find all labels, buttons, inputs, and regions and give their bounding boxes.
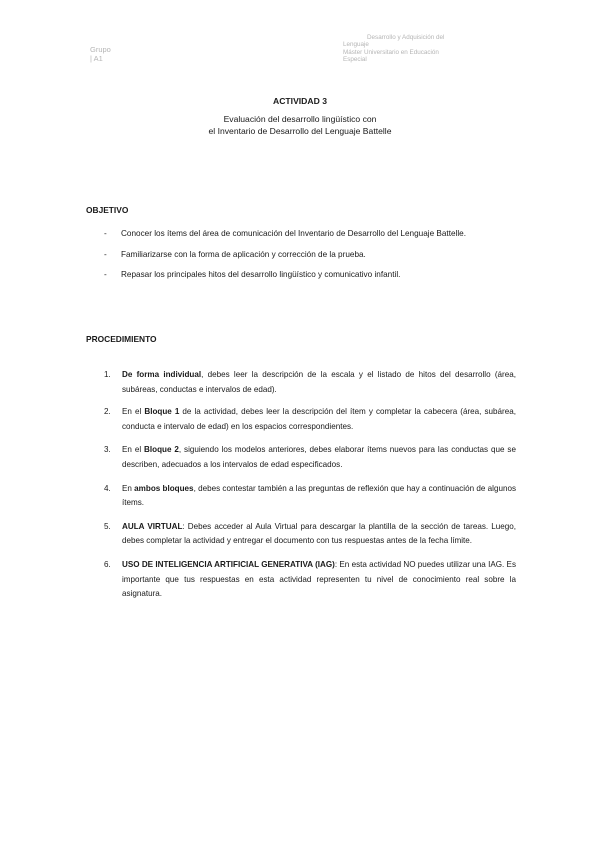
step-text: En el Bloque 1 de la actividad, debes leer la descripción del ítem y completar la cabecera (área, subárea, conducta e intervalo de edad) en los espacios correspondientes. xyxy=(122,407,516,431)
header-left-line: Grupo xyxy=(90,45,111,54)
activity-subtitle xyxy=(0,114,600,137)
procedure-step xyxy=(100,520,516,549)
procedimiento-list xyxy=(100,368,516,602)
list-item xyxy=(100,267,520,283)
list-item-text: Familiarizarse con la forma de aplicación y corrección de la prueba. xyxy=(121,249,366,259)
subtitle-line: Evaluación del desarrollo lingüístico con xyxy=(223,114,377,124)
procedure-step xyxy=(100,405,516,434)
step-number: 4. xyxy=(104,483,111,493)
step-text: AULA VIRTUAL: Debes acceder al Aula Virtual para descargar la plantilla de la sección de tareas. Luego, debes completar la actividad y entregar el documento con tus respuestas antes de la fecha límite. xyxy=(122,521,517,546)
bullet-dash: - xyxy=(104,270,107,279)
step-number: 5. xyxy=(104,521,111,531)
list-item-text: Conocer los ítems del área de comunicación del Inventario de Desarrollo del Lenguaje Battelle. xyxy=(121,229,466,238)
step-text: USO DE INTELIGENCIA ARTIFICIAL GENERATIVA (IAG): En esta actividad NO puedes utilizar una IAG. Es importante que tus respuestas en esta actividad representen tu nivel de conocimiento real sobre la asignatura. xyxy=(122,559,517,599)
procedure-step xyxy=(100,558,516,602)
step-emphasis: Bloque 2 xyxy=(144,445,179,455)
header-right-line: Máster Universitario en Educación xyxy=(343,48,439,56)
subtitle-line: el Inventario de Desarrollo del Lenguaje Battelle xyxy=(208,125,392,136)
header-right-line: Lenguaje xyxy=(343,41,369,49)
list-item xyxy=(100,247,520,263)
step-number: 1. xyxy=(104,370,111,379)
procedure-step xyxy=(100,368,516,397)
header-right-line: Desarrollo y Adquisición del xyxy=(367,34,445,41)
header-left-line: | A1 xyxy=(90,54,103,63)
step-number: 2. xyxy=(104,407,111,417)
step-number: 3. xyxy=(104,445,111,455)
step-text: En ambos bloques, debes contestar también a las preguntas de reflexión que hay a continuación de algunos ítems. xyxy=(122,483,516,508)
title-block xyxy=(0,96,600,137)
step-emphasis: De forma individual xyxy=(122,370,202,379)
objetivo-list xyxy=(100,226,520,288)
step-text: En el Bloque 2, siguiendo los modelos anteriores, debes elaborar ítems nuevos para las conductas que se describen, adecuados a los intervalos de edad especificados. xyxy=(122,445,516,469)
step-number: 6. xyxy=(104,559,111,569)
objetivo-heading: OBJETIVO xyxy=(86,205,129,215)
step-emphasis: ambos bloques xyxy=(134,483,194,493)
bullet-dash: - xyxy=(104,229,107,238)
bullet-dash: - xyxy=(104,249,107,259)
step-emphasis: USO DE INTELIGENCIA ARTIFICIAL GENERATIVA (IAG) xyxy=(122,559,335,569)
list-item-text: Repasar los principales hitos del desarrollo lingüístico y comunicativo infantil. xyxy=(121,270,401,279)
header-course-info xyxy=(343,34,503,64)
step-emphasis: AULA VIRTUAL xyxy=(122,521,183,531)
step-emphasis: Bloque 1 xyxy=(144,407,180,417)
header-right-line: Especial xyxy=(343,56,367,64)
step-text: De forma individual, debes leer la descripción de la escala y el listado de hitos del desarrollo (área, subáreas, conductas e intervalos de edad). xyxy=(122,370,516,394)
procedure-step xyxy=(100,443,516,472)
activity-title: ACTIVIDAD 3 xyxy=(273,96,327,106)
procedimiento-heading: PROCEDIMIENTO xyxy=(86,334,157,344)
procedure-step xyxy=(100,482,516,511)
list-item xyxy=(100,226,520,242)
header-group-label xyxy=(90,45,111,63)
